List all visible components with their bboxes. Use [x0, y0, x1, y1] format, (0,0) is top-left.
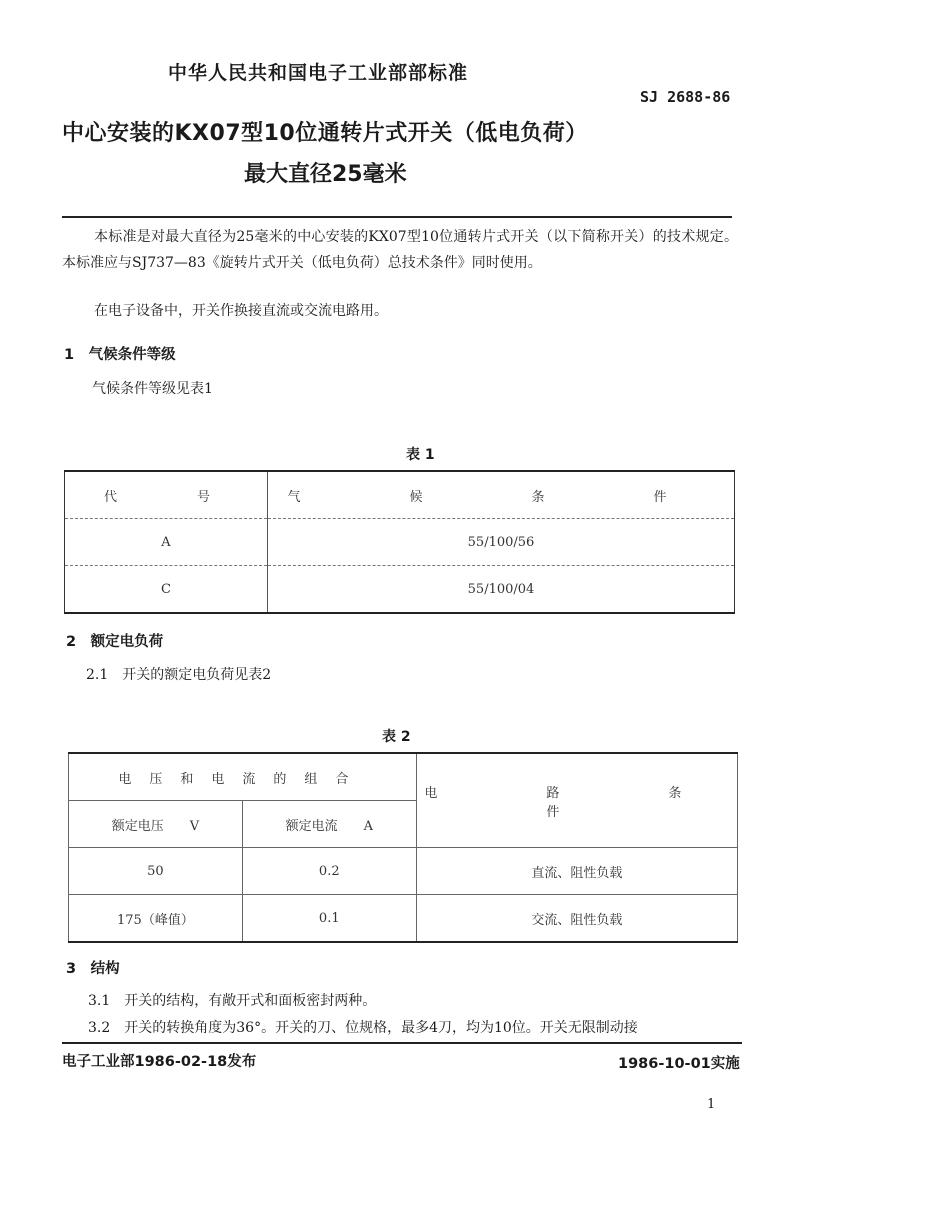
- table-cell: C: [65, 566, 268, 614]
- table-cell: 直流、阻性负载: [416, 848, 737, 895]
- column-header-climate: 气 候 条 件: [268, 471, 735, 519]
- table-header-row: [65, 471, 735, 519]
- intro-paragraph-2: 在电子设备中，开关作换接直流或交流电路用。: [94, 303, 388, 319]
- table-cell: 175（峰值）: [69, 895, 243, 943]
- table-cell: 0.2: [242, 848, 416, 895]
- footer-divider: [62, 1042, 742, 1044]
- issuing-organization: 中华人民共和国电子工业部部标准: [168, 62, 469, 84]
- title-divider: [62, 216, 732, 218]
- rated-load-table: [68, 752, 791, 943]
- issue-date: 电子工业部1986-02-18发布: [62, 1054, 257, 1070]
- table-cell: 交流、阻性负载: [416, 895, 737, 943]
- section-2-1-text: 2.1 开关的额定电负荷见表2: [86, 667, 272, 683]
- table-cell: 55/100/04: [268, 566, 735, 614]
- table-row: [65, 566, 735, 614]
- intro-paragraph: 本标准是对最大直径为25毫米的中心安装的KX07型10位通转片式开关（以下简称开关）的技术规定。本标准应与SJ737—83《旋转片式开关（低电负荷）总技术条件》同时使用。: [62, 229, 738, 271]
- standard-code: SJ 2688-86: [640, 88, 731, 106]
- column-header-code: 代 号: [103, 489, 228, 505]
- column-header-voltage: 额定电压 V: [69, 801, 243, 848]
- climate-table: [64, 470, 735, 614]
- section-1-heading: 1 气候条件等级: [64, 347, 176, 363]
- column-header-circuit: 电 路 条 件: [416, 753, 737, 848]
- table-row: [65, 519, 735, 566]
- table-row: [69, 895, 738, 943]
- column-header-current: 额定电流 A: [242, 801, 416, 848]
- table-row: [69, 848, 738, 895]
- document-subtitle: 最大直径25毫米: [244, 162, 407, 187]
- effective-date: 1986-10-01实施: [618, 1056, 740, 1072]
- table-2-caption: 表 2: [382, 729, 411, 745]
- table-1-caption: 表 1: [406, 447, 435, 463]
- table-cell: 0.1: [242, 895, 416, 943]
- section-3-heading: 3 结构: [66, 961, 120, 977]
- section-3-2-text: 3.2 开关的转换角度为36°。开关的刀、位规格，最多4刀，均为10位。开关无限制动接: [88, 1020, 638, 1036]
- section-1-text: 气候条件等级见表1: [92, 381, 213, 397]
- section-2-heading: 2 额定电负荷: [66, 634, 164, 650]
- page-number: 1: [707, 1097, 716, 1112]
- table-cell: 55/100/56: [268, 519, 735, 566]
- table-cell: 50: [69, 848, 243, 895]
- column-group-header: 电压和电流的组合: [69, 753, 417, 801]
- table-cell: A: [65, 519, 268, 566]
- table-header-row: [69, 753, 738, 801]
- section-3-1-text: 3.1 开关的结构，有敞开式和面板密封两种。: [88, 993, 377, 1009]
- document-title: 中心安装的KX07型10位通转片式开关（低电负荷）: [62, 121, 588, 146]
